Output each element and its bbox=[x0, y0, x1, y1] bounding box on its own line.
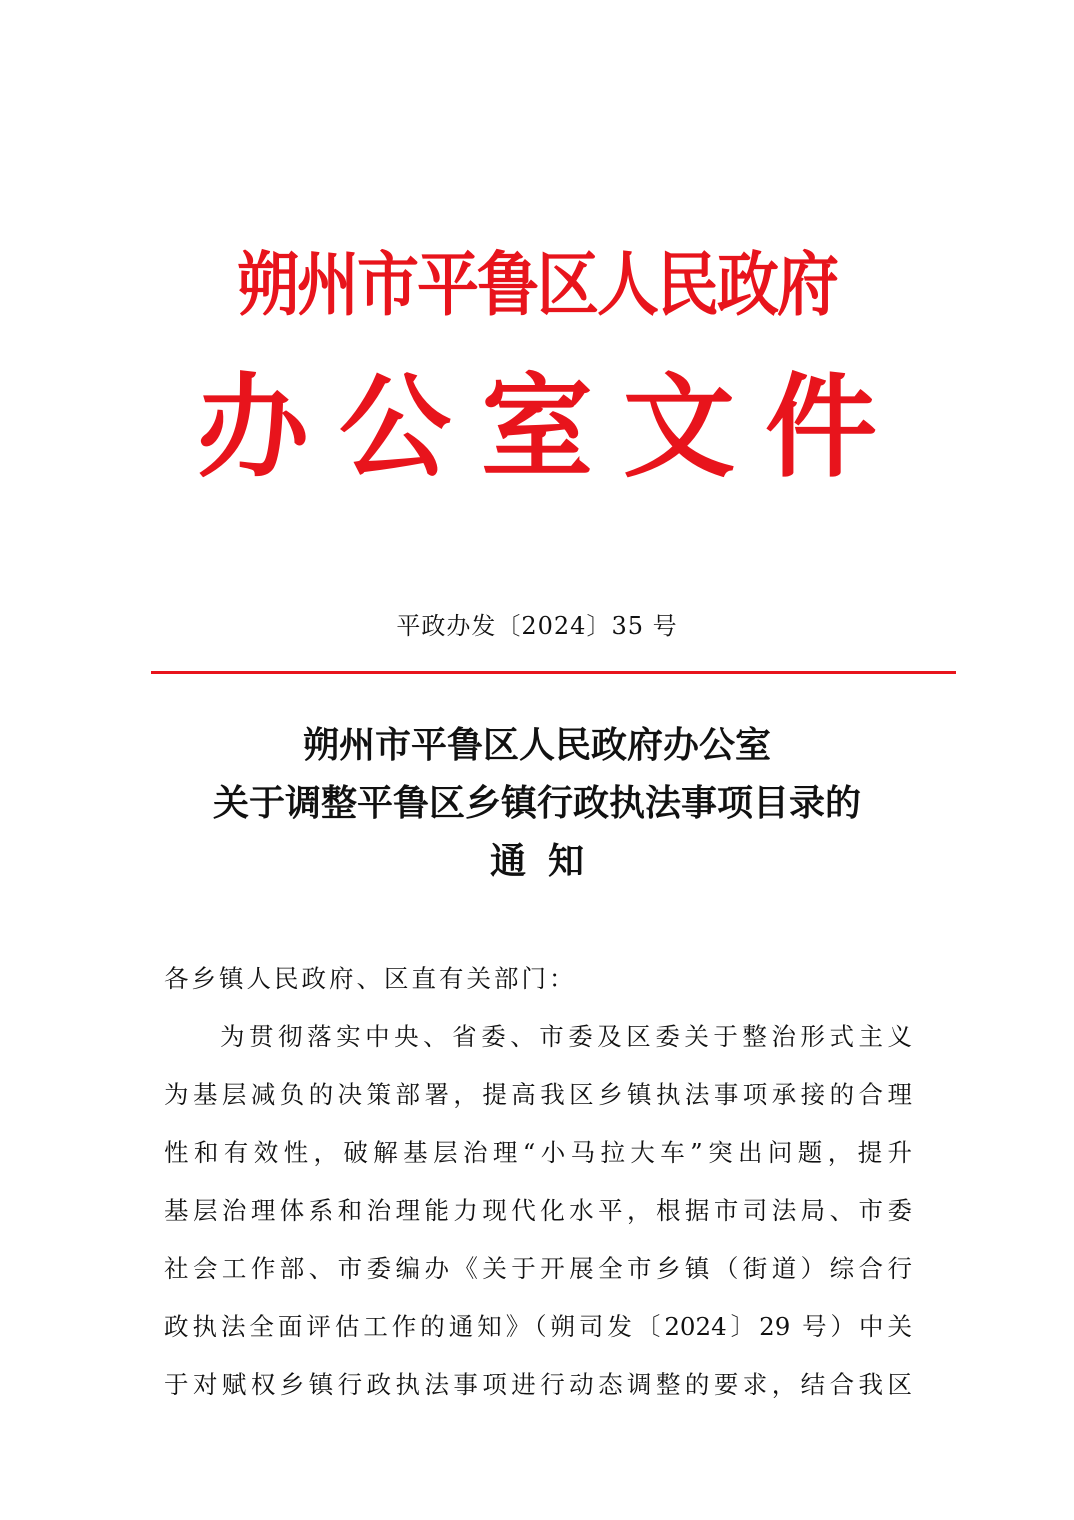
title-line-2: 关于调整平鲁区乡镇行政执法事项目录的 bbox=[212, 782, 861, 824]
body-line: 为基层减负的决策部署，提高我区乡镇执法事项承接的合理 bbox=[164, 1080, 912, 1109]
red-divider-line bbox=[151, 671, 956, 674]
body-line: 于对赋权乡镇行政执法事项进行动态调整的要求，结合我区 bbox=[164, 1370, 912, 1399]
title-line-3: 通知 bbox=[489, 840, 606, 882]
body-line: 政执法全面评估工作的通知》（朔司发〔2024〕29 号）中关 bbox=[164, 1312, 912, 1341]
issuer-header-line1: 朔州市平鲁区人民政府 bbox=[236, 243, 837, 326]
body-line: 为贯彻落实中央、省委、市委及区委关于整治形式主义 bbox=[220, 1022, 912, 1051]
title-line-1: 朔州市平鲁区人民政府办公室 bbox=[302, 724, 771, 766]
document-body bbox=[164, 950, 912, 1414]
document-title bbox=[0, 716, 1074, 890]
salutation: 各乡镇人民政府、区直有关部门： bbox=[164, 964, 577, 993]
document-number: 平政办发〔2024〕35 号 bbox=[396, 612, 678, 640]
body-line: 性和有效性，破解基层治理“小马拉大车”突出问题，提升 bbox=[164, 1138, 912, 1167]
body-line: 基层治理体系和治理能力现代化水平，根据市司法局、市委 bbox=[164, 1196, 912, 1225]
body-line: 社会工作部、市委编办《关于开展全市乡镇（街道）综合行 bbox=[164, 1254, 912, 1283]
issuer-header-line2: 办公室文件 bbox=[197, 362, 907, 493]
